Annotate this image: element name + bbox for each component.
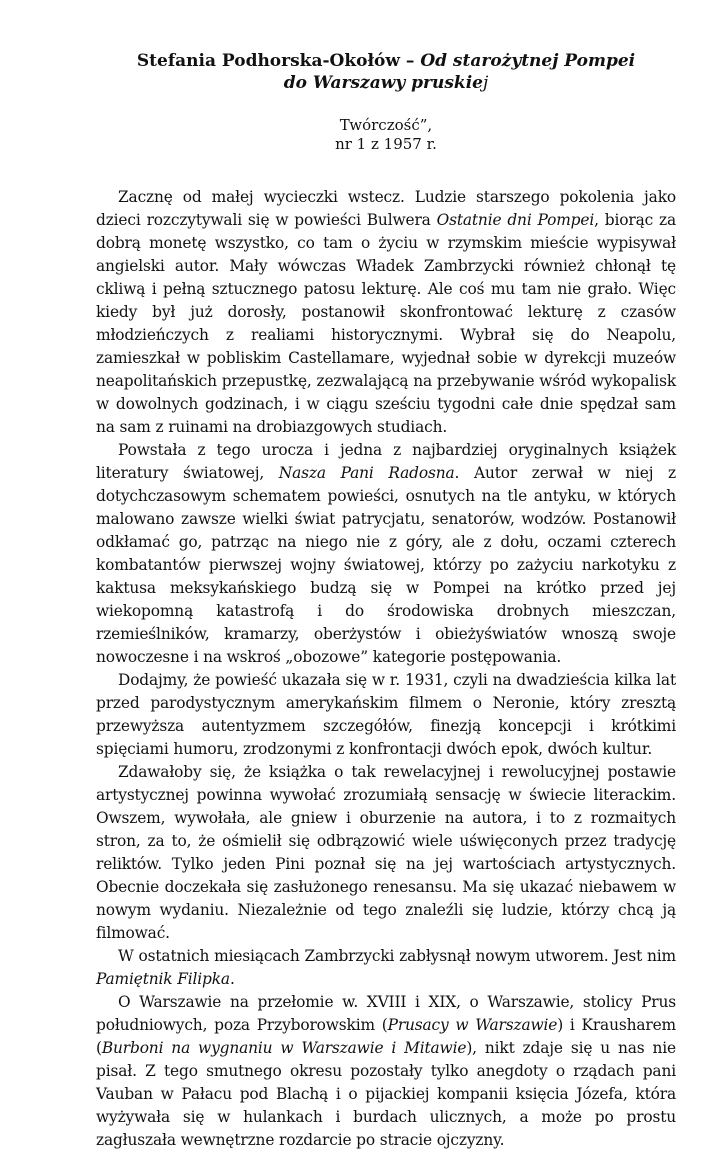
paragraph-4: Zdawałoby się, że książka o tak rewelacyjnej i rewolucyjnej postawie artystycznej powinna wywołać zrozumiałą sensację w świecie literackim. Owszem, wywołała, ale gniew i oburzenie na autora, i to z rozmaitych stron, za to, że ośmielił się odbrązowić wiele uświęconych przez tradycję reliktów. Tylko jeden Pini poznał się na jej wartościach artystycznych. Obecnie doczekała się zasłużonego renesansu. Ma się ukazać niebawem w nowym wydaniu. Niezależnie od tego znaleźli się ludzie, którzy chcą ją filmować.: [96, 763, 676, 942]
article-body: [96, 186, 676, 1152]
work-title-part-2: do Warszawy pruskie: [283, 73, 483, 93]
paragraph-1: Zacznę od małej wycieczki wstecz. Ludzie starszego pokolenia jako dzieci rozczytywali się w powieści Bulwera Ostatnie dni Pompei, biorąc za dobrą monetę wszystko, co tam o życiu w rzymskim mieście wypisywał angielski autor. Mały wówczas Władek Zambrzycki również chłonął tę ckliwą i pełną sztucznego patosu lekturę. Ale coś mu tam nie grało. Więc kiedy był już dorosły, postanowił skonfrontować lekturę z czasów młodzieńczych z realiami historycznymi. Wybrał się do Neapolu, zamieszkał w pobliskim Castellamare, wyjednał sobie w dyrekcji muzeów neapolitańskich przepustkę, zezwalającą na przebywanie wśród wykopalisk w dowolnych godzinach, i w ciągu sześciu tygodni całe dnie spędzał sam na sam z ruinami na drobiazgowych studiach.: [96, 188, 676, 436]
book-title: Ostatnie dni Pompei: [436, 211, 595, 229]
book-title: Nasza Pani Radosna: [278, 464, 455, 482]
work-title-end: j: [482, 73, 489, 93]
paragraph-3: Dodajmy, że powieść ukazała się w r. 1931, czyli na dwadzieścia kilka lat przed parodystycznym amerykańskim filmem o Neronie, który zresztą przewyższa autentyzmem szczegółów, finezją koncepcji i krótkimi spięciami humoru, zrodzonymi z konfrontacji dwóch epok, dwóch kultur.: [96, 671, 676, 758]
paragraph-2: Powstała z tego urocza i jedna z najbardziej oryginalnych książek literatury światowej, Nasza Pani Radosna. Autor zerwał w niej z dotychczasowym schematem powieści, osnutych na tle antyku, w których malowano zawsze wielki świat patrycjatu, senatorów, wodzów. Postanowił odkłamać go, patrząc na niego nie z góry, ale z dołu, oczami czterech kombatantów pierwszej wojny światowej, którzy po zażyciu narkotyku z kaktusa meksykańskiego budzą się w Pompei na krótko przed jej wiekopomną katastrofą i do środowiska drobnych mieszczan, rzemieślników, kramarzy, oberżystów i obieżyświatów wnoszą swoje nowoczesne i na wskroś „obozowe” kategorie postępowania.: [96, 441, 676, 666]
book-title: Prusacy w Warszawie: [387, 1016, 558, 1034]
paragraph-6: O Warszawie na przełomie w. XVIII i XIX, o Warszawie, stolicy Prus południowych, poza Przyborowskim (Prusacy w Warszawie) i Krausharem (Burboni na wygnaniu w Warszawie i Mitawie), nikt zdaje się u nas nie pisał. Z tego smutnego okresu pozostały tylko anegdoty o rządach pani Vauban w Pałacu pod Blachą i o pijackiej kompanii księcia Józefa, która wyżywała się w hulankach i burdach ulicznych, a może po prostu zagłuszała wewnętrzne rozdarcie po stracie ojczyzny.: [96, 993, 676, 1149]
source-journal: Twórczość”,: [339, 116, 433, 134]
title-line-2: [96, 72, 676, 94]
book-title: Burboni na wygnaniu w Warszawie i Mitawie: [101, 1039, 467, 1057]
book-title: Pamiętnik Filipka: [96, 970, 230, 988]
source-citation: [96, 116, 676, 154]
title-line-1: Stefania Podhorska-Okołów – Od starożytnej Pompei: [136, 51, 636, 71]
paragraph-5: W ostatnich miesiącach Zambrzycki zabłysnął nowym utworem. Jest nim Pamiętnik Filipka.: [96, 947, 676, 988]
author-name: Stefania Podhorska-Okołów: [136, 51, 400, 71]
source-issue: nr 1 z 1957 r.: [335, 135, 437, 153]
article-title: [96, 50, 676, 94]
work-title-part-1: Od starożytnej Pompei: [420, 51, 636, 71]
